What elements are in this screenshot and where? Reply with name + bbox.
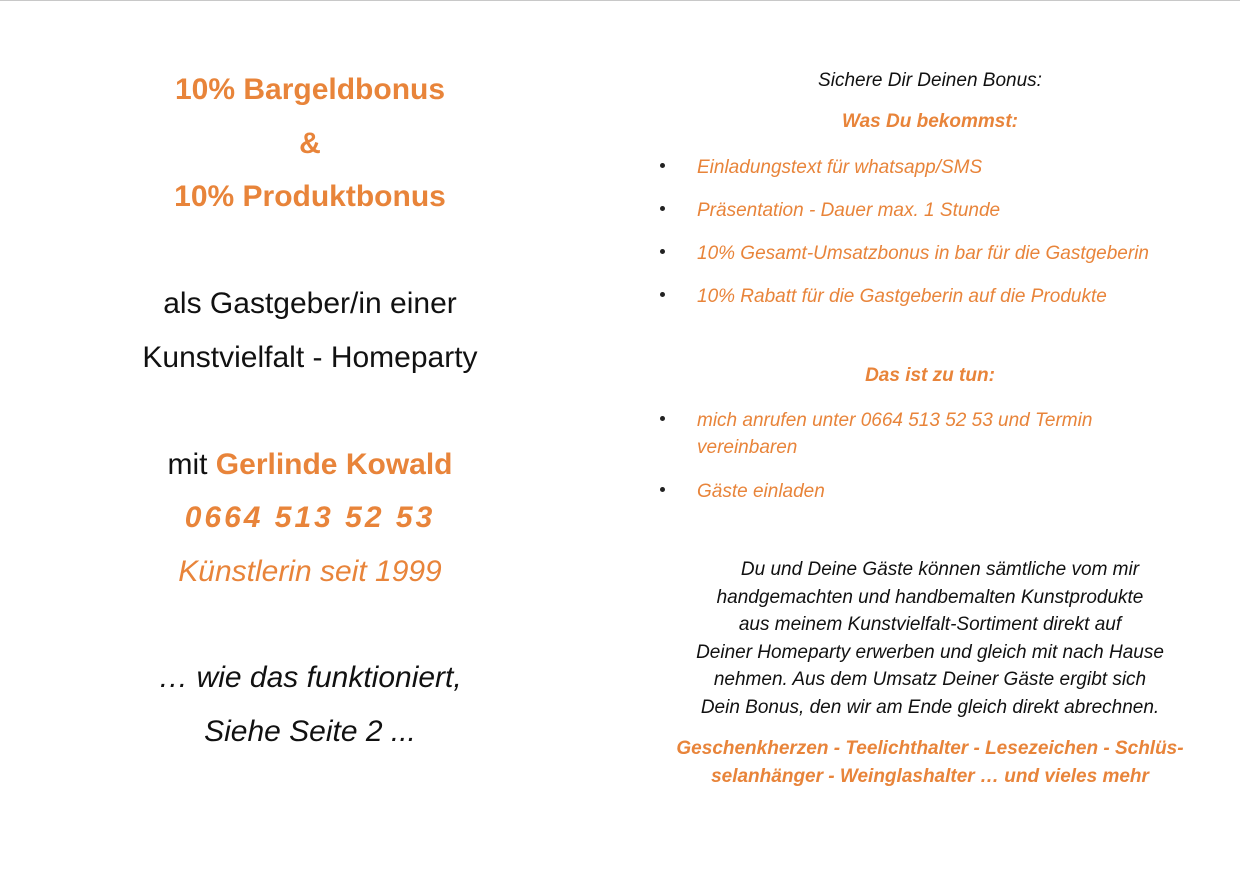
bonus-intro: Sichere Dir Deinen Bonus: bbox=[818, 70, 1042, 91]
description-paragraph bbox=[640, 556, 1220, 721]
list-item-text: mich anrufen unter 0664 513 52 53 und Termin vereinbaren bbox=[697, 410, 1093, 458]
artist-since: Künstlerin seit 1999 bbox=[178, 555, 442, 588]
bullet-icon bbox=[660, 206, 665, 211]
bullet-icon bbox=[660, 163, 665, 168]
contact-phone: 0664 513 52 53 bbox=[184, 501, 436, 534]
paragraph-line: aus meinem Kunstvielfalt-Sortiment direkt auf bbox=[738, 614, 1122, 635]
products-list bbox=[640, 735, 1220, 791]
products-line: selanhänger - Weinglashalter … und vieles mehr bbox=[711, 766, 1149, 787]
host-line-1: als Gastgeber/in einer bbox=[163, 287, 457, 320]
host-line-2: Kunstvielfalt - Homeparty bbox=[142, 341, 478, 374]
list-item-text: Gäste einladen bbox=[697, 481, 825, 502]
heading-what-to-do: Das ist zu tun: bbox=[865, 365, 995, 386]
bullet-icon bbox=[660, 249, 665, 254]
list-item-text: Einladungstext für whatsapp/SMS bbox=[697, 157, 983, 178]
contact-name: Gerlinde Kowald bbox=[215, 448, 453, 481]
how-it-works-line-2: Siehe Seite 2 ... bbox=[204, 715, 416, 748]
list-item-text: 10% Rabatt für die Gastgeberin auf die Produkte bbox=[697, 286, 1107, 307]
list-item-text: Präsentation - Dauer max. 1 Stunde bbox=[697, 200, 1001, 221]
bonus-cash-heading: 10% Bargeldbonus bbox=[174, 73, 446, 106]
paragraph-line: Du und Deine Gäste können sämtliche vom mir bbox=[740, 559, 1140, 580]
bullet-icon bbox=[660, 416, 665, 421]
contact-name-line bbox=[40, 448, 580, 482]
paragraph-line: handgemachten und handbemalten Kunstprodukte bbox=[716, 586, 1144, 608]
paragraph-line: nehmen. Aus dem Umsatz Deiner Gäste ergibt sich bbox=[713, 669, 1147, 690]
top-border-line bbox=[0, 0, 1240, 1]
bonus-product-heading: 10% Produktbonus bbox=[174, 180, 446, 213]
products-line: Geschenkherzen - Teelichthalter - Lesezeichen - Schlüs- bbox=[676, 738, 1184, 759]
ampersand: & bbox=[299, 127, 321, 160]
heading-what-you-get: Was Du bekommst: bbox=[842, 111, 1018, 132]
bullet-icon bbox=[660, 487, 665, 492]
how-it-works-line-1: … wie das funktioniert, bbox=[158, 661, 462, 694]
with-prefix: mit bbox=[167, 448, 216, 481]
bullet-icon bbox=[660, 292, 665, 297]
paragraph-line: Deiner Homeparty erwerben und gleich mit nach Hause bbox=[696, 641, 1164, 663]
paragraph-line: Dein Bonus, den wir am Ende gleich direkt abrechnen. bbox=[700, 696, 1160, 718]
list-item-text: 10% Gesamt-Umsatzbonus in bar für die Gastgeberin bbox=[697, 243, 1149, 264]
